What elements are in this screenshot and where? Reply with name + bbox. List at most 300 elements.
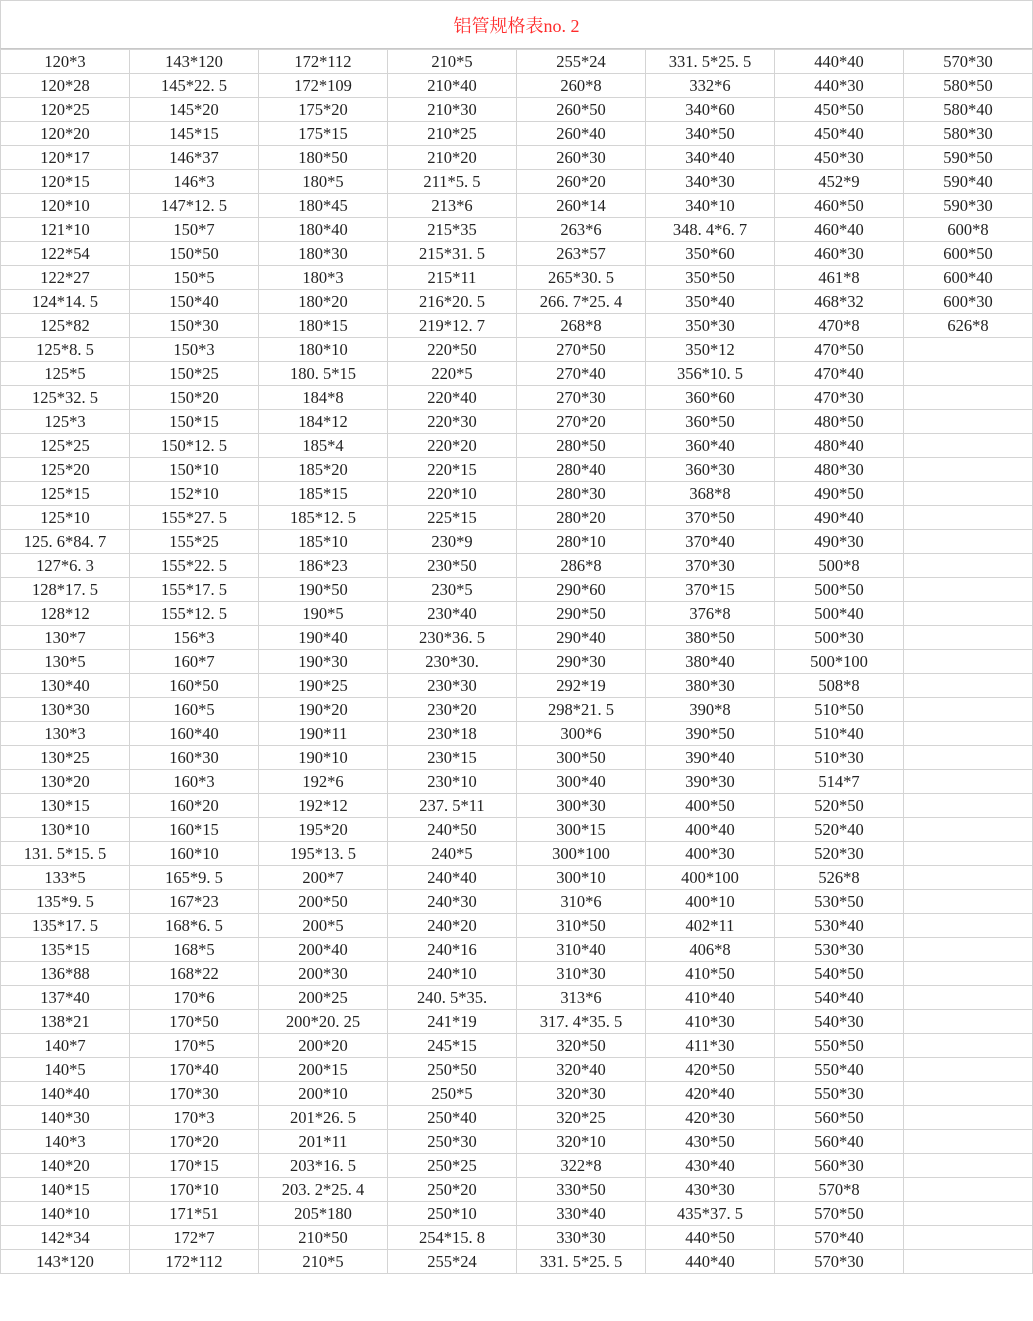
table-cell[interactable]: 140*7 (1, 1034, 130, 1058)
table-cell[interactable]: 356*10. 5 (646, 362, 775, 386)
table-cell[interactable]: 540*50 (775, 962, 904, 986)
table-cell[interactable]: 500*50 (775, 578, 904, 602)
table-cell[interactable]: 143*120 (1, 1250, 130, 1274)
table-cell[interactable]: 220*40 (388, 386, 517, 410)
table-cell[interactable]: 370*40 (646, 530, 775, 554)
table-cell[interactable]: 130*40 (1, 674, 130, 698)
table-cell[interactable] (904, 1178, 1033, 1202)
table-cell[interactable] (904, 386, 1033, 410)
table-cell[interactable]: 128*12 (1, 602, 130, 626)
table-cell[interactable]: 330*50 (517, 1178, 646, 1202)
table-cell[interactable]: 330*30 (517, 1226, 646, 1250)
table-cell[interactable]: 125*25 (1, 434, 130, 458)
table-cell[interactable]: 440*30 (775, 74, 904, 98)
table-cell[interactable]: 340*60 (646, 98, 775, 122)
table-cell[interactable]: 185*15 (259, 482, 388, 506)
table-cell[interactable]: 300*50 (517, 746, 646, 770)
table-cell[interactable]: 210*5 (388, 50, 517, 74)
table-cell[interactable]: 255*24 (388, 1250, 517, 1274)
table-cell[interactable]: 165*9. 5 (130, 866, 259, 890)
table-cell[interactable]: 200*40 (259, 938, 388, 962)
table-cell[interactable]: 240. 5*35. (388, 986, 517, 1010)
table-cell[interactable]: 220*15 (388, 458, 517, 482)
table-cell[interactable] (904, 1010, 1033, 1034)
table-cell[interactable]: 430*40 (646, 1154, 775, 1178)
table-cell[interactable]: 125*10 (1, 506, 130, 530)
table-cell[interactable]: 250*5 (388, 1082, 517, 1106)
table-cell[interactable]: 300*6 (517, 722, 646, 746)
table-cell[interactable]: 254*15. 8 (388, 1226, 517, 1250)
table-cell[interactable]: 265*30. 5 (517, 266, 646, 290)
table-cell[interactable]: 470*30 (775, 386, 904, 410)
table-cell[interactable]: 125*82 (1, 314, 130, 338)
table-cell[interactable]: 230*40 (388, 602, 517, 626)
table-cell[interactable]: 540*30 (775, 1010, 904, 1034)
table-cell[interactable]: 220*50 (388, 338, 517, 362)
table-cell[interactable]: 210*20 (388, 146, 517, 170)
table-cell[interactable]: 286*8 (517, 554, 646, 578)
table-cell[interactable]: 240*50 (388, 818, 517, 842)
table-cell[interactable]: 410*30 (646, 1010, 775, 1034)
table-cell[interactable]: 171*51 (130, 1202, 259, 1226)
table-cell[interactable]: 530*50 (775, 890, 904, 914)
table-cell[interactable]: 155*27. 5 (130, 506, 259, 530)
table-cell[interactable]: 600*40 (904, 266, 1033, 290)
table-cell[interactable]: 340*50 (646, 122, 775, 146)
table-cell[interactable] (904, 746, 1033, 770)
table-cell[interactable]: 580*30 (904, 122, 1033, 146)
table-cell[interactable]: 298*21. 5 (517, 698, 646, 722)
table-cell[interactable]: 500*100 (775, 650, 904, 674)
table-cell[interactable]: 526*8 (775, 866, 904, 890)
table-cell[interactable]: 185*12. 5 (259, 506, 388, 530)
table-cell[interactable]: 160*7 (130, 650, 259, 674)
table-cell[interactable]: 380*50 (646, 626, 775, 650)
table-cell[interactable]: 332*6 (646, 74, 775, 98)
table-cell[interactable]: 220*30 (388, 410, 517, 434)
table-cell[interactable]: 260*40 (517, 122, 646, 146)
table-cell[interactable]: 310*30 (517, 962, 646, 986)
table-cell[interactable]: 210*50 (259, 1226, 388, 1250)
table-cell[interactable]: 180*10 (259, 338, 388, 362)
table-cell[interactable]: 250*50 (388, 1058, 517, 1082)
table-cell[interactable]: 270*20 (517, 410, 646, 434)
table-cell[interactable]: 211*5. 5 (388, 170, 517, 194)
table-cell[interactable]: 195*13. 5 (259, 842, 388, 866)
table-cell[interactable]: 230*30. (388, 650, 517, 674)
table-cell[interactable]: 440*40 (775, 50, 904, 74)
table-cell[interactable]: 170*20 (130, 1130, 259, 1154)
table-cell[interactable]: 480*40 (775, 434, 904, 458)
table-cell[interactable]: 150*15 (130, 410, 259, 434)
table-cell[interactable]: 216*20. 5 (388, 290, 517, 314)
table-cell[interactable]: 200*50 (259, 890, 388, 914)
table-cell[interactable]: 190*30 (259, 650, 388, 674)
table-cell[interactable] (904, 1034, 1033, 1058)
table-cell[interactable]: 160*3 (130, 770, 259, 794)
table-cell[interactable]: 150*30 (130, 314, 259, 338)
table-cell[interactable]: 250*10 (388, 1202, 517, 1226)
table-cell[interactable] (904, 1226, 1033, 1250)
table-cell[interactable]: 250*20 (388, 1178, 517, 1202)
table-cell[interactable]: 200*15 (259, 1058, 388, 1082)
table-cell[interactable] (904, 362, 1033, 386)
table-cell[interactable]: 348. 4*6. 7 (646, 218, 775, 242)
table-cell[interactable]: 185*20 (259, 458, 388, 482)
table-cell[interactable] (904, 722, 1033, 746)
table-cell[interactable]: 500*8 (775, 554, 904, 578)
table-cell[interactable]: 140*20 (1, 1154, 130, 1178)
table-cell[interactable]: 180*50 (259, 146, 388, 170)
table-cell[interactable]: 260*20 (517, 170, 646, 194)
table-cell[interactable]: 580*40 (904, 98, 1033, 122)
table-cell[interactable]: 420*30 (646, 1106, 775, 1130)
table-cell[interactable] (904, 938, 1033, 962)
table-cell[interactable]: 370*30 (646, 554, 775, 578)
table-cell[interactable]: 310*6 (517, 890, 646, 914)
table-cell[interactable]: 255*24 (517, 50, 646, 74)
table-cell[interactable]: 172*112 (130, 1250, 259, 1274)
table-cell[interactable]: 201*11 (259, 1130, 388, 1154)
table-cell[interactable]: 240*10 (388, 962, 517, 986)
table-cell[interactable]: 192*6 (259, 770, 388, 794)
table-cell[interactable] (904, 770, 1033, 794)
table-cell[interactable]: 200*20. 25 (259, 1010, 388, 1034)
table-cell[interactable]: 146*3 (130, 170, 259, 194)
table-cell[interactable] (904, 1130, 1033, 1154)
table-cell[interactable]: 600*8 (904, 218, 1033, 242)
table-cell[interactable]: 250*30 (388, 1130, 517, 1154)
table-cell[interactable]: 150*10 (130, 458, 259, 482)
table-cell[interactable]: 300*15 (517, 818, 646, 842)
table-cell[interactable]: 160*10 (130, 842, 259, 866)
table-cell[interactable] (904, 338, 1033, 362)
table-cell[interactable]: 147*12. 5 (130, 194, 259, 218)
table-cell[interactable]: 430*30 (646, 1178, 775, 1202)
table-cell[interactable]: 200*5 (259, 914, 388, 938)
table-cell[interactable]: 600*50 (904, 242, 1033, 266)
table-cell[interactable]: 560*30 (775, 1154, 904, 1178)
table-cell[interactable]: 260*14 (517, 194, 646, 218)
table-cell[interactable]: 266. 7*25. 4 (517, 290, 646, 314)
table-cell[interactable]: 300*10 (517, 866, 646, 890)
table-cell[interactable]: 290*50 (517, 602, 646, 626)
table-cell[interactable]: 125*3 (1, 410, 130, 434)
table-cell[interactable] (904, 986, 1033, 1010)
table-cell[interactable]: 530*30 (775, 938, 904, 962)
table-cell[interactable]: 168*22 (130, 962, 259, 986)
table-cell[interactable]: 130*30 (1, 698, 130, 722)
table-cell[interactable]: 190*50 (259, 578, 388, 602)
table-cell[interactable]: 500*40 (775, 602, 904, 626)
table-cell[interactable]: 135*9. 5 (1, 890, 130, 914)
table-cell[interactable]: 250*25 (388, 1154, 517, 1178)
table-cell[interactable]: 230*50 (388, 554, 517, 578)
table-cell[interactable]: 440*40 (646, 1250, 775, 1274)
table-cell[interactable]: 292*19 (517, 674, 646, 698)
table-cell[interactable]: 152*10 (130, 482, 259, 506)
table-cell[interactable]: 150*12. 5 (130, 434, 259, 458)
table-cell[interactable]: 125*32. 5 (1, 386, 130, 410)
table-cell[interactable]: 520*40 (775, 818, 904, 842)
table-cell[interactable]: 130*25 (1, 746, 130, 770)
table-cell[interactable]: 402*11 (646, 914, 775, 938)
table-cell[interactable]: 500*30 (775, 626, 904, 650)
table-cell[interactable]: 237. 5*11 (388, 794, 517, 818)
table-cell[interactable]: 560*40 (775, 1130, 904, 1154)
table-cell[interactable]: 490*40 (775, 506, 904, 530)
table-cell[interactable]: 470*40 (775, 362, 904, 386)
table-cell[interactable]: 220*5 (388, 362, 517, 386)
table-cell[interactable]: 200*10 (259, 1082, 388, 1106)
table-cell[interactable]: 440*50 (646, 1226, 775, 1250)
table-cell[interactable]: 510*30 (775, 746, 904, 770)
table-cell[interactable] (904, 626, 1033, 650)
table-cell[interactable]: 125. 6*84. 7 (1, 530, 130, 554)
table-cell[interactable]: 140*40 (1, 1082, 130, 1106)
table-cell[interactable] (904, 794, 1033, 818)
table-cell[interactable]: 300*30 (517, 794, 646, 818)
table-cell[interactable]: 263*57 (517, 242, 646, 266)
table-cell[interactable]: 390*30 (646, 770, 775, 794)
table-cell[interactable]: 184*12 (259, 410, 388, 434)
table-cell[interactable]: 280*30 (517, 482, 646, 506)
table-cell[interactable]: 570*40 (775, 1226, 904, 1250)
table-cell[interactable]: 240*40 (388, 866, 517, 890)
table-cell[interactable]: 168*6. 5 (130, 914, 259, 938)
table-cell[interactable] (904, 506, 1033, 530)
table-cell[interactable]: 230*9 (388, 530, 517, 554)
table-cell[interactable]: 450*40 (775, 122, 904, 146)
table-cell[interactable]: 120*3 (1, 50, 130, 74)
table-cell[interactable]: 190*11 (259, 722, 388, 746)
table-cell[interactable]: 143*120 (130, 50, 259, 74)
table-cell[interactable]: 120*10 (1, 194, 130, 218)
table-cell[interactable]: 215*31. 5 (388, 242, 517, 266)
table-cell[interactable]: 320*25 (517, 1106, 646, 1130)
table-cell[interactable]: 145*15 (130, 122, 259, 146)
table-cell[interactable]: 120*28 (1, 74, 130, 98)
table-cell[interactable]: 230*5 (388, 578, 517, 602)
table-cell[interactable]: 184*8 (259, 386, 388, 410)
table-cell[interactable]: 360*60 (646, 386, 775, 410)
table-cell[interactable]: 317. 4*35. 5 (517, 1010, 646, 1034)
table-cell[interactable] (904, 578, 1033, 602)
table-cell[interactable] (904, 914, 1033, 938)
table-cell[interactable]: 180*20 (259, 290, 388, 314)
table-cell[interactable]: 150*5 (130, 266, 259, 290)
table-cell[interactable] (904, 482, 1033, 506)
table-cell[interactable]: 180. 5*15 (259, 362, 388, 386)
table-cell[interactable]: 360*40 (646, 434, 775, 458)
table-cell[interactable]: 200*20 (259, 1034, 388, 1058)
table-cell[interactable] (904, 434, 1033, 458)
table-cell[interactable] (904, 962, 1033, 986)
table-cell[interactable]: 172*109 (259, 74, 388, 98)
table-cell[interactable]: 468*32 (775, 290, 904, 314)
table-cell[interactable]: 268*8 (517, 314, 646, 338)
table-cell[interactable]: 140*30 (1, 1106, 130, 1130)
table-cell[interactable]: 215*35 (388, 218, 517, 242)
table-cell[interactable]: 490*30 (775, 530, 904, 554)
table-cell[interactable]: 510*40 (775, 722, 904, 746)
table-cell[interactable]: 180*40 (259, 218, 388, 242)
table-cell[interactable]: 550*30 (775, 1082, 904, 1106)
table-cell[interactable]: 170*6 (130, 986, 259, 1010)
table-cell[interactable]: 560*50 (775, 1106, 904, 1130)
table-cell[interactable]: 280*10 (517, 530, 646, 554)
table-cell[interactable]: 130*7 (1, 626, 130, 650)
table-cell[interactable]: 600*30 (904, 290, 1033, 314)
table-cell[interactable]: 340*40 (646, 146, 775, 170)
table-cell[interactable]: 180*30 (259, 242, 388, 266)
table-cell[interactable] (904, 1154, 1033, 1178)
table-cell[interactable]: 350*30 (646, 314, 775, 338)
table-cell[interactable]: 155*12. 5 (130, 602, 259, 626)
table-cell[interactable]: 140*15 (1, 1178, 130, 1202)
table-cell[interactable]: 172*7 (130, 1226, 259, 1250)
table-cell[interactable]: 270*40 (517, 362, 646, 386)
table-cell[interactable]: 390*8 (646, 698, 775, 722)
table-cell[interactable]: 200*30 (259, 962, 388, 986)
table-cell[interactable]: 146*37 (130, 146, 259, 170)
table-cell[interactable]: 220*10 (388, 482, 517, 506)
table-cell[interactable]: 145*20 (130, 98, 259, 122)
table-cell[interactable]: 230*36. 5 (388, 626, 517, 650)
table-cell[interactable]: 230*30 (388, 674, 517, 698)
table-cell[interactable]: 203*16. 5 (259, 1154, 388, 1178)
table-cell[interactable]: 130*10 (1, 818, 130, 842)
table-cell[interactable]: 156*3 (130, 626, 259, 650)
table-cell[interactable]: 120*17 (1, 146, 130, 170)
table-cell[interactable]: 180*45 (259, 194, 388, 218)
table-cell[interactable]: 136*88 (1, 962, 130, 986)
table-cell[interactable]: 160*20 (130, 794, 259, 818)
table-cell[interactable]: 590*50 (904, 146, 1033, 170)
table-cell[interactable]: 411*30 (646, 1034, 775, 1058)
table-cell[interactable]: 219*12. 7 (388, 314, 517, 338)
table-cell[interactable]: 150*50 (130, 242, 259, 266)
table-cell[interactable]: 570*30 (775, 1250, 904, 1274)
table-cell[interactable]: 190*40 (259, 626, 388, 650)
table-cell[interactable]: 360*30 (646, 458, 775, 482)
table-cell[interactable]: 172*112 (259, 50, 388, 74)
table-cell[interactable]: 420*50 (646, 1058, 775, 1082)
table-cell[interactable]: 331. 5*25. 5 (517, 1250, 646, 1274)
table-cell[interactable]: 550*50 (775, 1034, 904, 1058)
table-cell[interactable]: 190*20 (259, 698, 388, 722)
table-cell[interactable]: 368*8 (646, 482, 775, 506)
table-cell[interactable]: 200*7 (259, 866, 388, 890)
table-cell[interactable]: 590*30 (904, 194, 1033, 218)
table-cell[interactable]: 300*40 (517, 770, 646, 794)
table-cell[interactable]: 240*30 (388, 890, 517, 914)
table-cell[interactable]: 270*50 (517, 338, 646, 362)
table-cell[interactable]: 170*10 (130, 1178, 259, 1202)
table-cell[interactable]: 580*50 (904, 74, 1033, 98)
table-cell[interactable]: 310*40 (517, 938, 646, 962)
table-cell[interactable]: 250*40 (388, 1106, 517, 1130)
table-cell[interactable]: 140*10 (1, 1202, 130, 1226)
table-cell[interactable]: 310*50 (517, 914, 646, 938)
table-cell[interactable]: 190*25 (259, 674, 388, 698)
table-cell[interactable]: 120*25 (1, 98, 130, 122)
table-cell[interactable]: 520*30 (775, 842, 904, 866)
table-cell[interactable]: 150*25 (130, 362, 259, 386)
table-cell[interactable]: 280*40 (517, 458, 646, 482)
table-cell[interactable]: 210*30 (388, 98, 517, 122)
table-cell[interactable]: 128*17. 5 (1, 578, 130, 602)
table-cell[interactable]: 514*7 (775, 770, 904, 794)
table-cell[interactable]: 138*21 (1, 1010, 130, 1034)
table-cell[interactable]: 210*40 (388, 74, 517, 98)
table-cell[interactable]: 460*30 (775, 242, 904, 266)
table-cell[interactable]: 155*25 (130, 530, 259, 554)
table-cell[interactable] (904, 602, 1033, 626)
table-cell[interactable] (904, 818, 1033, 842)
table-cell[interactable]: 160*50 (130, 674, 259, 698)
table-cell[interactable]: 240*16 (388, 938, 517, 962)
table-cell[interactable]: 240*20 (388, 914, 517, 938)
table-cell[interactable]: 137*40 (1, 986, 130, 1010)
table-cell[interactable]: 125*8. 5 (1, 338, 130, 362)
table-cell[interactable]: 470*50 (775, 338, 904, 362)
table-cell[interactable]: 490*50 (775, 482, 904, 506)
table-cell[interactable] (904, 554, 1033, 578)
table-cell[interactable]: 461*8 (775, 266, 904, 290)
table-cell[interactable]: 340*10 (646, 194, 775, 218)
table-cell[interactable]: 570*8 (775, 1178, 904, 1202)
table-cell[interactable] (904, 458, 1033, 482)
table-cell[interactable]: 210*5 (259, 1250, 388, 1274)
table-cell[interactable]: 370*50 (646, 506, 775, 530)
table-cell[interactable]: 140*3 (1, 1130, 130, 1154)
table-cell[interactable]: 520*50 (775, 794, 904, 818)
table-cell[interactable]: 350*12 (646, 338, 775, 362)
table-cell[interactable]: 150*40 (130, 290, 259, 314)
table-cell[interactable]: 170*50 (130, 1010, 259, 1034)
table-cell[interactable]: 380*40 (646, 650, 775, 674)
table-cell[interactable]: 390*50 (646, 722, 775, 746)
table-cell[interactable]: 550*40 (775, 1058, 904, 1082)
table-cell[interactable]: 225*15 (388, 506, 517, 530)
table-cell[interactable]: 170*40 (130, 1058, 259, 1082)
table-cell[interactable]: 240*5 (388, 842, 517, 866)
table-cell[interactable]: 130*5 (1, 650, 130, 674)
table-cell[interactable]: 175*20 (259, 98, 388, 122)
table-cell[interactable]: 330*40 (517, 1202, 646, 1226)
table-cell[interactable]: 450*50 (775, 98, 904, 122)
table-cell[interactable]: 626*8 (904, 314, 1033, 338)
table-cell[interactable]: 241*19 (388, 1010, 517, 1034)
table-cell[interactable]: 145*22. 5 (130, 74, 259, 98)
table-cell[interactable] (904, 650, 1033, 674)
table-cell[interactable]: 160*40 (130, 722, 259, 746)
table-cell[interactable]: 322*8 (517, 1154, 646, 1178)
table-cell[interactable]: 460*50 (775, 194, 904, 218)
table-cell[interactable]: 125*20 (1, 458, 130, 482)
table-cell[interactable] (904, 698, 1033, 722)
table-cell[interactable]: 130*3 (1, 722, 130, 746)
table-cell[interactable]: 380*30 (646, 674, 775, 698)
table-cell[interactable]: 175*15 (259, 122, 388, 146)
table-cell[interactable]: 140*5 (1, 1058, 130, 1082)
table-cell[interactable]: 420*40 (646, 1082, 775, 1106)
table-cell[interactable]: 230*20 (388, 698, 517, 722)
table-cell[interactable]: 480*30 (775, 458, 904, 482)
table-cell[interactable]: 350*50 (646, 266, 775, 290)
table-cell[interactable] (904, 1202, 1033, 1226)
